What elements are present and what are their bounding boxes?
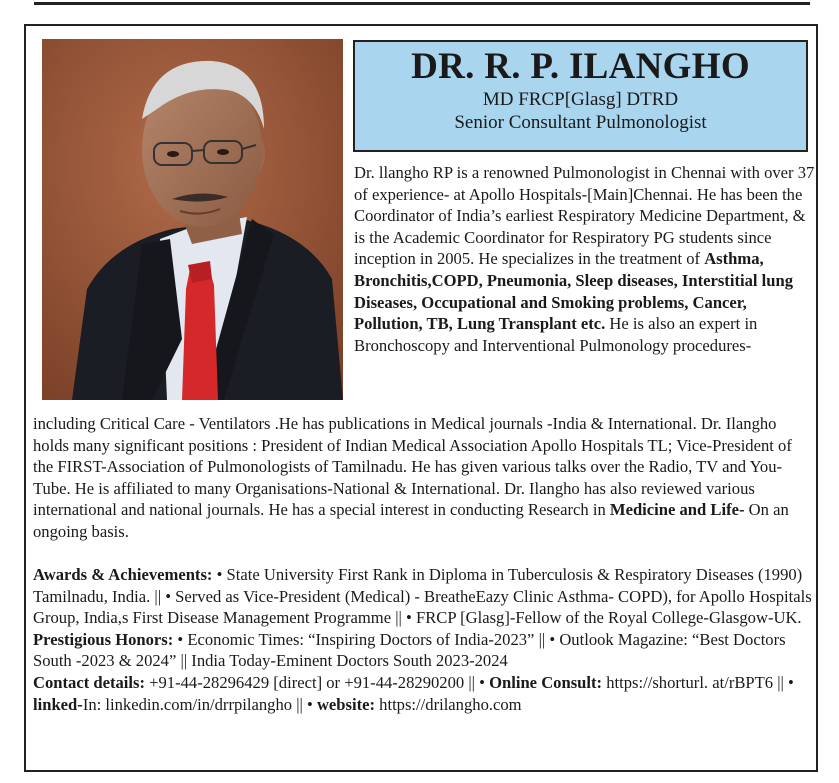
honors-text: • Economic Times: “Inspiring Doctors of India-2023” || • Outlook Magazine: “Best Doctors South -2023 & 2024” || India Today-Eminent Doctors South 2023-2024	[33, 629, 786, 671]
contact-label: Contact details:	[33, 672, 145, 692]
honors-label: Prestigious Honors:	[33, 629, 174, 649]
consult-link[interactable]: https://shorturl. at/rBPT6 || •	[602, 672, 794, 692]
bio-specialties: Asthma, Bronchitis,COPD, Pneumonia, Sleep diseases, Interstitial lung Diseases, Occupational and Smoking problems, Cancer, Pollution, TB, Lung Transplant etc.	[354, 249, 793, 334]
honors-paragraph	[33, 629, 815, 672]
bio-continued-paragraph	[33, 413, 815, 543]
bio-ongoing: On an ongoing basis.	[33, 500, 789, 541]
linkedin-label: linked-	[33, 694, 83, 714]
name-header-box	[353, 40, 808, 152]
bio-expert: He is also an expert in Bronchoscopy and Interventional Pulmonology procedures-	[354, 314, 758, 355]
doctor-portrait	[42, 39, 343, 400]
portrait-illustration	[42, 39, 343, 400]
website-link[interactable]: https://drilangho.com	[375, 694, 522, 714]
top-divider	[34, 0, 810, 5]
linkedin-link[interactable]: In: linkedin.com/in/drrpilangho || •	[82, 694, 317, 714]
bio-intro: Dr. llangho RP is a renowned Pulmonologist in Chennai with over 37 of experience- at Apollo Hospitals-[Main]Chennai. He has been the Coordinator of India’s earliest Respiratory Medicine Department, & is the Academic Coordinator for Respiratory PG students since inception in 2005. He specializes in the treatment of	[354, 163, 815, 269]
consult-label: Online Consult:	[489, 672, 603, 692]
awards-label: Awards & Achievements:	[33, 565, 213, 584]
contact-paragraph	[33, 672, 815, 715]
doctor-title: Senior Consultant Pulmonologist	[454, 112, 707, 133]
details-section	[33, 564, 815, 715]
doctor-credentials: MD FRCP[Glasg] DTRD	[482, 89, 679, 110]
awards-text: • State University First Rank in Diploma in Tuberculosis & Respiratory Diseases (1990) Tamilnadu, India. || • Served as Vice-President (Medical) - BreatheEazy Clinic Asthma- COPD), for Apollo Hospitals Group, India,s First Disease Management Programme || • FRCP [Glasg]-Fellow of the Royal College-Glasgow-UK.	[33, 565, 812, 628]
awards-paragraph	[33, 564, 815, 629]
website-label: website:	[316, 694, 376, 714]
bio-research: Medicine and Life-	[609, 500, 745, 520]
contact-phones: +91-44-28296429 [direct] or +91-44-28290200 || •	[145, 672, 490, 692]
doctor-name: DR. R. P. ILANGHO	[411, 46, 750, 87]
profile-card	[24, 24, 818, 772]
bio-intro-paragraph	[354, 162, 816, 356]
bio-continued: including Critical Care - Ventilators .He has publications in Medical journals -India & International. Dr. Ilangho holds many significant positions : President of Indian Medical Association Apollo Hospitals TL; Vice-President of the FIRST-Association of Pulmonologists of Tamilnadu. He has given various talks over the Radio, TV and You-Tube. He is affiliated to many Organisations-National & International. Dr. Ilangho has also reviewed various international and national journals. He has a special interest in conducting Research in	[33, 414, 792, 520]
